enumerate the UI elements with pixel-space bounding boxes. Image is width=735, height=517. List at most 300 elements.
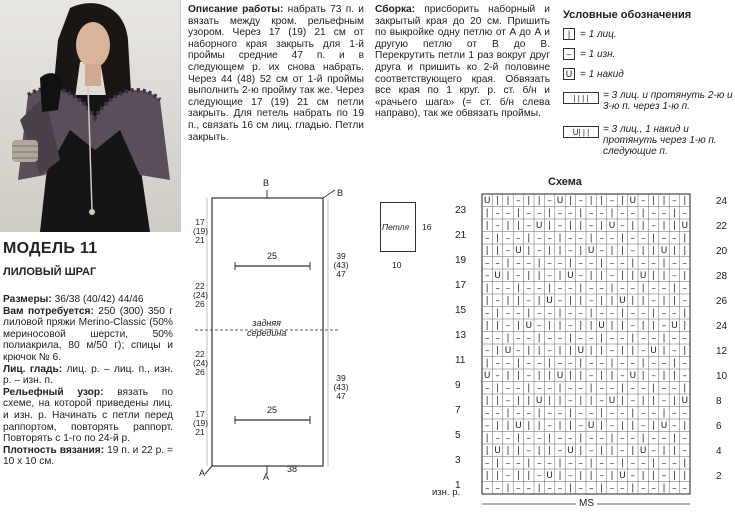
chart-cell-symbol: – [557,208,563,219]
chart-cell-symbol: | [485,208,489,219]
assembly-text: присборить наборный и закрытый края до 20 см. Пришить по выкройке одну петлю от A до A и другую петлю от B до B. Перекрутить петли 1 раз вокруг друг друга и пришить ко 2-й половине соответствующего края. Обвязать все края по 1 круг. р. ст. б/н и «рачьего шага» (= ст. б/н слева направо), так же обвязать проймы. [375,4,550,120]
chart-cell-symbol: | [506,446,510,456]
chart-cell-symbol: | [662,258,666,269]
chart-cell-symbol: – [640,408,646,419]
chart-cell-symbol: | [683,308,687,319]
chart-cell-symbol: | [631,421,635,431]
chart-cell-symbol: – [630,433,636,444]
chart-cell-symbol: – [547,483,552,494]
chart-cell-symbol: – [609,271,615,281]
chart-cell-symbol: – [630,283,636,294]
chart-cell-symbol: U [629,196,637,206]
chart-cell-symbol: – [588,208,594,219]
stockinette-label: Лиц. гладь: [3,363,63,375]
chart-cell-symbol: – [516,308,521,319]
chart-cell-symbol: – [651,358,656,369]
chart-cell-symbol: | [568,421,572,431]
chart-cell-symbol: – [516,458,521,469]
legend-symbol-pass-over: | | | | [563,92,599,104]
chart-cell-symbol: | [610,471,614,481]
chart-cell-symbol: | [579,358,583,369]
chart-cell-symbol: – [609,346,615,356]
chart-cell-symbol: – [547,346,552,356]
description-block [188,4,364,143]
chart-cell-symbol: U [608,396,616,406]
chart-cell-symbol: | [568,483,572,494]
chart-cell-symbol: | [568,221,572,231]
chart-cell-symbol: – [536,458,542,469]
chart-cell-symbol: | [662,271,666,281]
chart-cell-symbol: | [558,321,562,331]
chart-cell-symbol: | [496,308,500,319]
chart-cell-symbol: – [651,221,656,231]
chart-cell-symbol: – [547,308,552,319]
chart-cell-symbol: – [526,483,532,494]
chart-cell-symbol: – [568,433,573,444]
chart-cell-symbol: – [578,408,584,419]
chart-cell-symbol: | [672,246,676,256]
chart-cell-symbol: | [548,396,552,406]
assembly-block [375,4,550,120]
chart-cell-symbol: – [599,208,604,219]
chart-cell-symbol: – [547,271,552,281]
chart-cell-symbol: – [682,371,688,381]
chart-cell-symbol: – [526,371,532,381]
chart-cell-symbol: U [546,471,553,481]
chart-cell-symbol: U [556,196,564,206]
assembly-label: Сборка: [375,4,416,15]
chart-cell-symbol: U [660,421,668,431]
chart-cell-symbol: – [484,458,490,469]
chart-cell-symbol: U [650,346,657,356]
chart-cell-symbol: | [537,346,541,356]
chart-cell-symbol: U [629,371,637,381]
chart-cell-symbol: – [588,358,594,369]
chart-cell-symbol: U [671,321,678,331]
chart-cell-symbol: | [568,371,572,381]
chart-cell-symbol: U [619,471,626,481]
legend-text-knit: = 1 лиц. [580,29,617,40]
sizes-value: 36/38 (40/42) 44/46 [51,294,144,305]
chart-cell-symbol: | [610,208,614,219]
chart-cell-symbol: | [600,421,604,431]
chart-cell-symbol: – [505,458,511,469]
chart-cell-symbol: – [661,458,667,469]
chart-cell-symbol: – [516,233,521,244]
chart-cell-symbol: – [620,208,625,219]
sizes-para [3,294,173,306]
chart-cell-symbol: | [558,233,562,244]
chart-cell-symbol: – [609,233,615,244]
chart-cell-symbol: – [661,471,667,481]
chart-row-number-left: 17 [455,279,467,291]
chart-row-number-right: 20 [716,246,728,257]
chart-cell-symbol: – [588,333,594,344]
chart-cell-symbol: | [672,358,676,369]
chart-cell-symbol: | [516,296,520,306]
chart-cell-symbol: U [483,196,491,206]
chart-row-number-right: 4 [716,446,722,457]
chart-cell-symbol: | [558,421,562,431]
schematic-b-right: B [337,188,344,198]
chart-cell-symbol: | [485,246,489,256]
chart-cell-symbol: | [631,408,635,419]
chart-cell-symbol: – [609,196,615,206]
chart-cell-symbol: – [588,283,594,294]
chart-cell-symbol: | [620,458,624,469]
chart-cell-symbol: U [504,346,512,356]
chart-cell-symbol: – [557,408,563,419]
chart-cell-symbol: | [537,446,541,456]
chart-cell-symbol: – [630,396,636,406]
chart-row-number-right: 12 [716,346,728,357]
chart-cell-symbol: – [484,408,490,419]
chart-cell-symbol: U [567,271,574,281]
chart-cell-symbol: | [548,246,552,256]
chart-cell-symbol: – [495,371,500,381]
chart-cell-symbol: – [547,233,552,244]
chart-cell-symbol: – [672,258,677,269]
chart-cell-symbol: | [516,358,520,369]
chart-cell-symbol: – [484,258,490,269]
chart-cell-symbol: U [660,246,668,256]
chart-cell-symbol: – [526,408,532,419]
chart-cell-symbol: | [600,333,604,344]
chart-cell-symbol: – [599,396,604,406]
chart-cell-symbol: | [568,296,572,306]
chart-cell-symbol: – [516,408,521,419]
chart-cell-symbol: – [640,383,646,394]
chart-cell-symbol: | [600,271,604,281]
chart-cell-symbol: – [588,408,594,419]
chart-cell-symbol: | [600,196,604,206]
chart-row-number-left: 23 [455,204,467,216]
chart-cell-symbol: – [526,446,532,456]
chart-cell-symbol: | [558,271,562,281]
chart-cell-symbol: – [547,458,552,469]
chart-cell-symbol: – [620,433,625,444]
chart-cell-symbol: | [652,396,656,406]
chart-row-number-right: 24 [716,321,728,332]
chart-cell-symbol: | [662,483,666,494]
chart-cell-symbol: | [631,221,635,231]
chart-cell-symbol: | [652,271,656,281]
chart-cell-symbol: | [589,233,593,244]
chart-cell-symbol: – [620,483,625,494]
chart-cell-symbol: U [556,371,564,381]
chart-cell-symbol: – [651,333,656,344]
chart-cell-symbol: | [672,396,676,406]
chart-cell-symbol: | [548,208,552,219]
chart-cell-symbol: | [579,208,583,219]
chart-cell-symbol: | [683,421,687,431]
chart-cell-symbol: – [568,458,573,469]
chart-cell-symbol: | [506,196,510,206]
chart-cell-symbol: – [599,233,604,244]
chart-cell-symbol: | [672,471,676,481]
chart-cell-symbol: | [527,471,531,481]
chart-cell-symbol: | [610,296,614,306]
chart-cell-symbol: | [620,383,624,394]
chart-cell-symbol: | [537,196,541,206]
chart-cell-symbol: – [505,233,511,244]
chart-cell-symbol: – [640,196,646,206]
chart-cell-symbol: – [630,208,636,219]
chart-cell-symbol: | [485,296,489,306]
sizes-label: Размеры: [3,294,52,305]
model-photo [0,0,181,232]
schematic-left-dim-1: 17 (19) 21 [193,217,209,245]
legend-title: Условные обозначения [563,9,692,21]
chart-cell-symbol: U [577,346,585,356]
chart-cell-symbol: – [547,383,552,394]
chart-cell-symbol: | [589,346,593,356]
chart-cell-symbol: | [537,258,541,269]
chart-cell-symbol: | [537,333,541,344]
chart-cell-symbol: | [568,346,572,356]
chart-cell-symbol: | [631,296,635,306]
relief-label: Рельефный узор: [3,386,104,398]
chart-cell-symbol: | [548,321,552,331]
chart-cell-symbol: | [506,221,510,231]
chart-cell-symbol: | [506,258,510,269]
chart-cell-symbol: | [589,308,593,319]
chart-cell-symbol: – [536,358,542,369]
chart-cell-symbol: – [588,433,594,444]
chart-title: Схема [548,176,582,188]
legend-symbol-yarnover: U [563,68,575,80]
chart-cell-symbol: – [547,408,552,419]
gauge-value: 19 п. и 22 р. = 10 x 10 см. [3,444,173,468]
chart-cell-symbol: – [661,396,667,406]
chart-cell-symbol: – [640,308,646,319]
chart-cell-symbol: – [661,208,667,219]
chart-cell-symbol: | [662,333,666,344]
chart-cell-symbol: | [600,346,604,356]
chart-cell-symbol: U [598,321,605,331]
chart-cell-symbol: | [672,446,676,456]
legend-text-yarnover: = 1 накид [580,69,624,80]
chart-cell-symbol: | [672,433,676,444]
chart-cell-symbol: | [672,208,676,219]
chart-cell-symbol: – [516,383,521,394]
chart-cell-symbol: – [630,321,636,331]
chart-cell-symbol: | [485,446,489,456]
chart-cell-symbol: – [672,346,677,356]
chart-cell-symbol: – [630,358,636,369]
yarn-value: 250 (300) 350 г лиловой пряжи Merino-Classic (50% мериносовой шерсти, 50% полиакрила, 80 м/50 г); спицы и крючок № 6. [3,305,173,363]
legend-text-yo-pass: = 3 лиц., 1 накид и протянуть через 1-ю п. следующие п. [603,124,717,157]
chart-cell-symbol: – [547,258,552,269]
chart-cell-symbol: | [548,283,552,294]
chart-row-number-left: 13 [455,329,467,341]
chart-cell-symbol: – [526,221,532,231]
chart-cell-symbol: | [641,433,645,444]
chart-cell-symbol: – [536,208,542,219]
chart-cell-symbol: – [661,308,667,319]
chart-cell-symbol: – [526,296,532,306]
chart-cell-symbol: | [496,458,500,469]
chart-cell-symbol: – [609,258,615,269]
chart-cell-symbol: | [527,246,531,256]
chart-cell-symbol: | [516,371,520,381]
legend-symbol-yo-pass: U| | | [563,126,599,138]
chart-cell-symbol: U [587,246,595,256]
chart-cell-symbol: – [599,458,604,469]
chart-cell-symbol: | [527,271,531,281]
chart-cell-symbol: | [527,396,531,406]
chart-cell-symbol: | [527,196,531,206]
legend-text-purl: = 1 изн. [580,49,616,60]
schematic-left-dim-4: 17 (19) 21 [193,409,209,437]
chart-cell-symbol: – [640,258,646,269]
stockinette-para [3,364,173,387]
chart-cell-symbol: | [589,271,593,281]
chart-cell-symbol: | [589,471,593,481]
gauge-label: Плотность вязания: [3,444,105,456]
chart-cell-symbol: – [578,483,584,494]
chart-cell-symbol: | [537,371,541,381]
chart-cell-symbol: – [557,333,563,344]
chart-cell-symbol: | [506,408,510,419]
chart-cell-symbol: – [484,346,490,356]
chart-cell-symbol: – [568,246,573,256]
chart-cell-symbol: U [494,271,501,281]
chart-row-number-right: 6 [716,421,722,432]
chart-cell-symbol: – [578,271,584,281]
chart-cell-symbol: | [548,446,552,456]
chart-cell-symbol: – [651,483,656,494]
chart-row-number-left: 7 [455,404,461,416]
chart-cell-symbol: | [662,446,666,456]
chart-cell-symbol: – [568,471,573,481]
chart-cell-symbol: U [535,221,543,231]
chart-cell-symbol: | [496,471,500,481]
chart-cell-symbol: | [548,433,552,444]
chart-cell-symbol: | [558,308,562,319]
chart-cell-symbol: – [588,296,594,306]
chart-cell-symbol: – [651,408,656,419]
chart-cell-symbol: | [683,321,687,331]
chart-cell-symbol: | [652,383,656,394]
chart-cell-symbol: U [525,321,533,331]
chart-cell-symbol: | [568,408,572,419]
chart-cell-symbol: – [651,433,656,444]
chart-cell-symbol: – [505,471,511,481]
chart-cell-symbol: – [640,421,646,431]
chart-cell-symbol: | [558,458,562,469]
chart-cell-symbol: | [641,208,645,219]
chart-cell-symbol: | [589,383,593,394]
chart-cell-symbol: U [587,421,595,431]
chart-cell-symbol: | [527,233,531,244]
chart-cell-symbol: | [600,221,604,231]
chart-cell-symbol: – [495,408,500,419]
chart-cell-symbol: – [630,471,636,481]
chart-cell-symbol: – [640,458,646,469]
chart-cell-symbol: | [683,346,687,356]
chart-cell-symbol: – [505,246,511,256]
chart-cell-symbol: U [639,446,647,456]
chart-cell-symbol: U [515,246,522,256]
chart-cell-symbol: – [672,233,677,244]
chart-cell-symbol: | [600,371,604,381]
chart-cell-symbol: – [620,221,625,231]
chart-cell-symbol: | [610,433,614,444]
chart-cell-symbol: | [652,321,656,331]
chart-cell-symbol: – [578,383,584,394]
model-title: МОДЕЛЬ 11 [3,240,98,257]
chart-cell-symbol: – [547,333,552,344]
chart-cell-symbol: – [568,283,573,294]
chart-cell-symbol: – [495,483,500,494]
chart-cell-symbol: | [631,446,635,456]
specs-block [3,294,173,468]
chart-cell-symbol: | [568,333,572,344]
chart-row-label: изн. р. [432,487,461,498]
chart-cell-symbol: – [651,283,656,294]
chart-cell-symbol: – [505,308,511,319]
chart-cell-symbol: – [672,196,677,206]
chart-cell-symbol: | [579,433,583,444]
chart-cell-symbol: | [516,221,520,231]
chart-cell-symbol: | [516,446,520,456]
chart-cell-symbol: | [527,458,531,469]
chart-cell-symbol: | [683,233,687,244]
chart-cell-symbol: – [599,246,604,256]
chart-row-number-right: 22 [716,221,728,232]
chart-row-number-right: 2 [716,471,722,482]
chart-cell-symbol: – [557,283,563,294]
chart-cell-symbol: – [651,296,656,306]
chart-ms-label: MS [576,498,597,509]
chart-cell-symbol: – [682,333,688,344]
chart-cell-symbol: U [515,421,522,431]
chart-cell-symbol: – [526,358,532,369]
chart-cell-symbol: U [535,396,543,406]
chart-cell-symbol: – [505,208,511,219]
chart-cell-symbol: – [568,233,573,244]
knitting-chart [432,190,735,517]
chart-cell-symbol: – [599,358,604,369]
chart-cell-symbol: – [661,321,667,331]
chart-cell-symbol: | [683,196,687,206]
chart-cell-symbol: | [506,371,510,381]
chart-cell-symbol: | [620,421,624,431]
chart-cell-symbol: – [599,283,604,294]
chart-cell-symbol: | [610,371,614,381]
chart-cell-symbol: | [527,308,531,319]
chart-cell-symbol: | [683,271,687,281]
chart-cell-symbol: | [641,296,645,306]
chart-cell-symbol: U [483,371,491,381]
chart-cell-symbol: – [495,283,500,294]
chart-cell-symbol: – [672,458,677,469]
chart-cell-symbol: – [672,408,677,419]
chart-cell-symbol: – [672,271,677,281]
chart-row-number-left: 19 [455,254,467,266]
chart-cell-symbol: | [662,371,666,381]
chart-cell-symbol: – [672,308,677,319]
chart-cell-symbol: | [600,258,604,269]
schematic-armhole-width-bottom: 25 [267,405,278,415]
relief-para [3,387,173,445]
chart-cell-symbol: – [505,383,511,394]
chart-cell-symbol: | [683,246,687,256]
chart-cell-symbol: | [652,421,656,431]
chart-cell-symbol: U [681,396,689,406]
relief-value: вязать по схеме, на которой приведены лиц. и изн. р. Начинать с петли перед раппортом, повторять раппорт. Повторять с 1-го по 24-й р. [3,386,173,445]
